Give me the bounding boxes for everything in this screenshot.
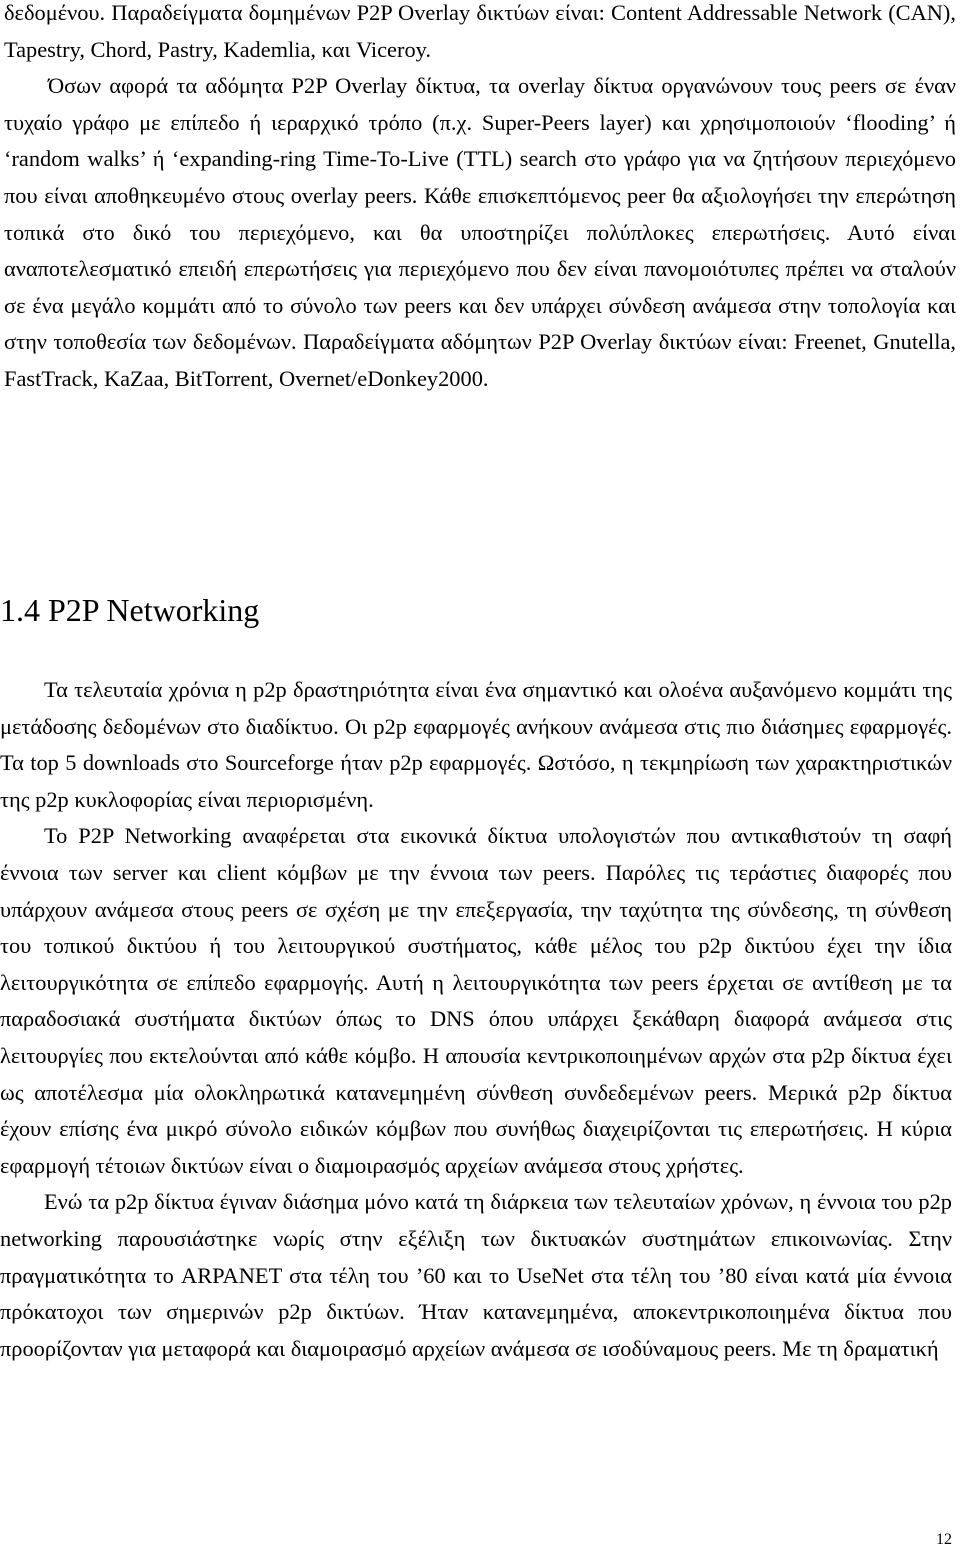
page-number: 12 [936, 1531, 952, 1548]
paragraph-p2p-history: Ενώ τα p2p δίκτυα έγιναν διάσημα μόνο κατά τη διάρκεια των τελευταίων χρόνων, η έννοια του p2p networking παρουσιάστηκε νωρίς στην εξέλιξη των δικτυακών συστημάτων επικοινωνίας. Στην πραγματικότητα το ARPANET στα τέλη του ’60 και το UseNet στα τέλη του ’80 είναι κατά μία έννοια πρόκατοχοι των σημερινών p2p δικτύων. Ήταν κατανεμημένα, αποκεντρικοποιημένα δίκτυα που προορίζονταν για μεταφορά και διαμοιρασμό αρχείων ανάμεσα σε ισοδύναμους peers. Με τη δραματική [0, 1189, 952, 1361]
section-body [0, 672, 952, 1367]
paragraph-structured-overlay-examples: δεδομένου. Παραδείγματα δομημένων P2P Overlay δικτύων είναι: Content Addressable Network (CAN), Tapestry, Chord, Pastry, Kademlia, και Viceroy. [4, 0, 956, 62]
document-page [4, 0, 956, 398]
paragraph-p2p-activity: Τα τελευταία χρόνια η p2p δραστηριότητα είναι ένα σημαντικό και ολοένα αυξανόμενο κομμάτι της μετάδοσης δεδομένων στο διαδίκτυο. Οι p2p εφαρμογές ανήκουν ανάμεσα στις πιο διάσημες εφαρμογές. Τα top 5 downloads στο Sourceforge ήταν p2p εφαρμογές. Ωστόσο, η τεκμηρίωση των χαρακτηριστικών της p2p κυκλοφορίας είναι περιορισμένη. [0, 677, 952, 812]
section-heading: 1.4 P2P Networking [0, 592, 260, 628]
paragraph-unstructured-overlay: Όσων αφορά τα αδόμητα P2P Overlay δίκτυα, τα overlay δίκτυα οργανώνουν τους peers σε έναν τυχαίο γράφο με επίπεδο ή ιεραρχικό τρόπο (π.χ. Super-Peers layer) και χρησιμοποιούν ‘flooding’ ή ‘random walks’ ή ‘expanding-ring Time-To-Live (TTL) search στο γράφο για να ζητήσουν περιεχόμενο που είναι αποθηκευμένο στους overlay peers. Κάθε επισκεπτόμενος peer θα αξιολογήσει την επερώτηση τοπικά στο δικό του περιεχόμενο, και θα υποστηρίζει πολύπλοκες επερωτήσεις. Αυτό είναι αναποτελεσματικό επειδή επερωτήσεις για περιεχόμενο που δεν είναι πανομοιότυπες πρέπει να σταλούν σε ένα μεγάλο κομμάτι από το σύνολο των peers και δεν υπάρχει σύνδεση ανάμεσα στην τοπολογία και στην τοποθεσία των δεδομένων. Παραδείγματα αδόμητων P2P Overlay δικτύων είναι: Freenet, Gnutella, FastTrack, KaZaa, BitTorrent, Overnet/eDonkey2000. [4, 73, 956, 391]
paragraph-p2p-networking-definition: Το P2P Networking αναφέρεται στα εικονικά δίκτυα υπολογιστών που αντικαθιστούν τη σαφή έννοια των server και client κόμβων με την έννοια των peers. Παρόλες τις τεράστιες διαφορές που υπάρχουν ανάμεσα στους peers σε σχέση με την επεξεργασία, την ταχύτητα της σύνδεσης, τη σύνθεση του τοπικού δικτύου ή του λειτουργικού συστήματος, κάθε μέλος του p2p δικτύου έχει την ίδια λειτουργικότητα σε επίπεδο εφαρμογής. Αυτή η λειτουργικότητα των peers έρχεται σε αντίθεση με τα παραδοσιακά συστήματα δικτύων όπως το DNS όπου υπάρχει ξεκάθαρη διαφορά ανάμεσα στις λειτουργίες που εκτελούνται από κάθε κόμβο. Η απουσία κεντρικοποιημένων αρχών στα p2p δίκτυα έχει ως αποτέλεσμα μία ολοκληρωτικά κατανεμημένη σύνθεση συνδεδεμένων peers. Μερικά p2p δίκτυα έχουν επίσης ένα μικρό σύνολο ειδικών κόμβων που συνήθως διαχειρίζονται τις επερωτήσεις. Η κύρια εφαρμογή τέτοιων δικτύων είναι ο διαμοιρασμός αρχείων ανάμεσα στους χρήστες. [0, 823, 952, 1178]
